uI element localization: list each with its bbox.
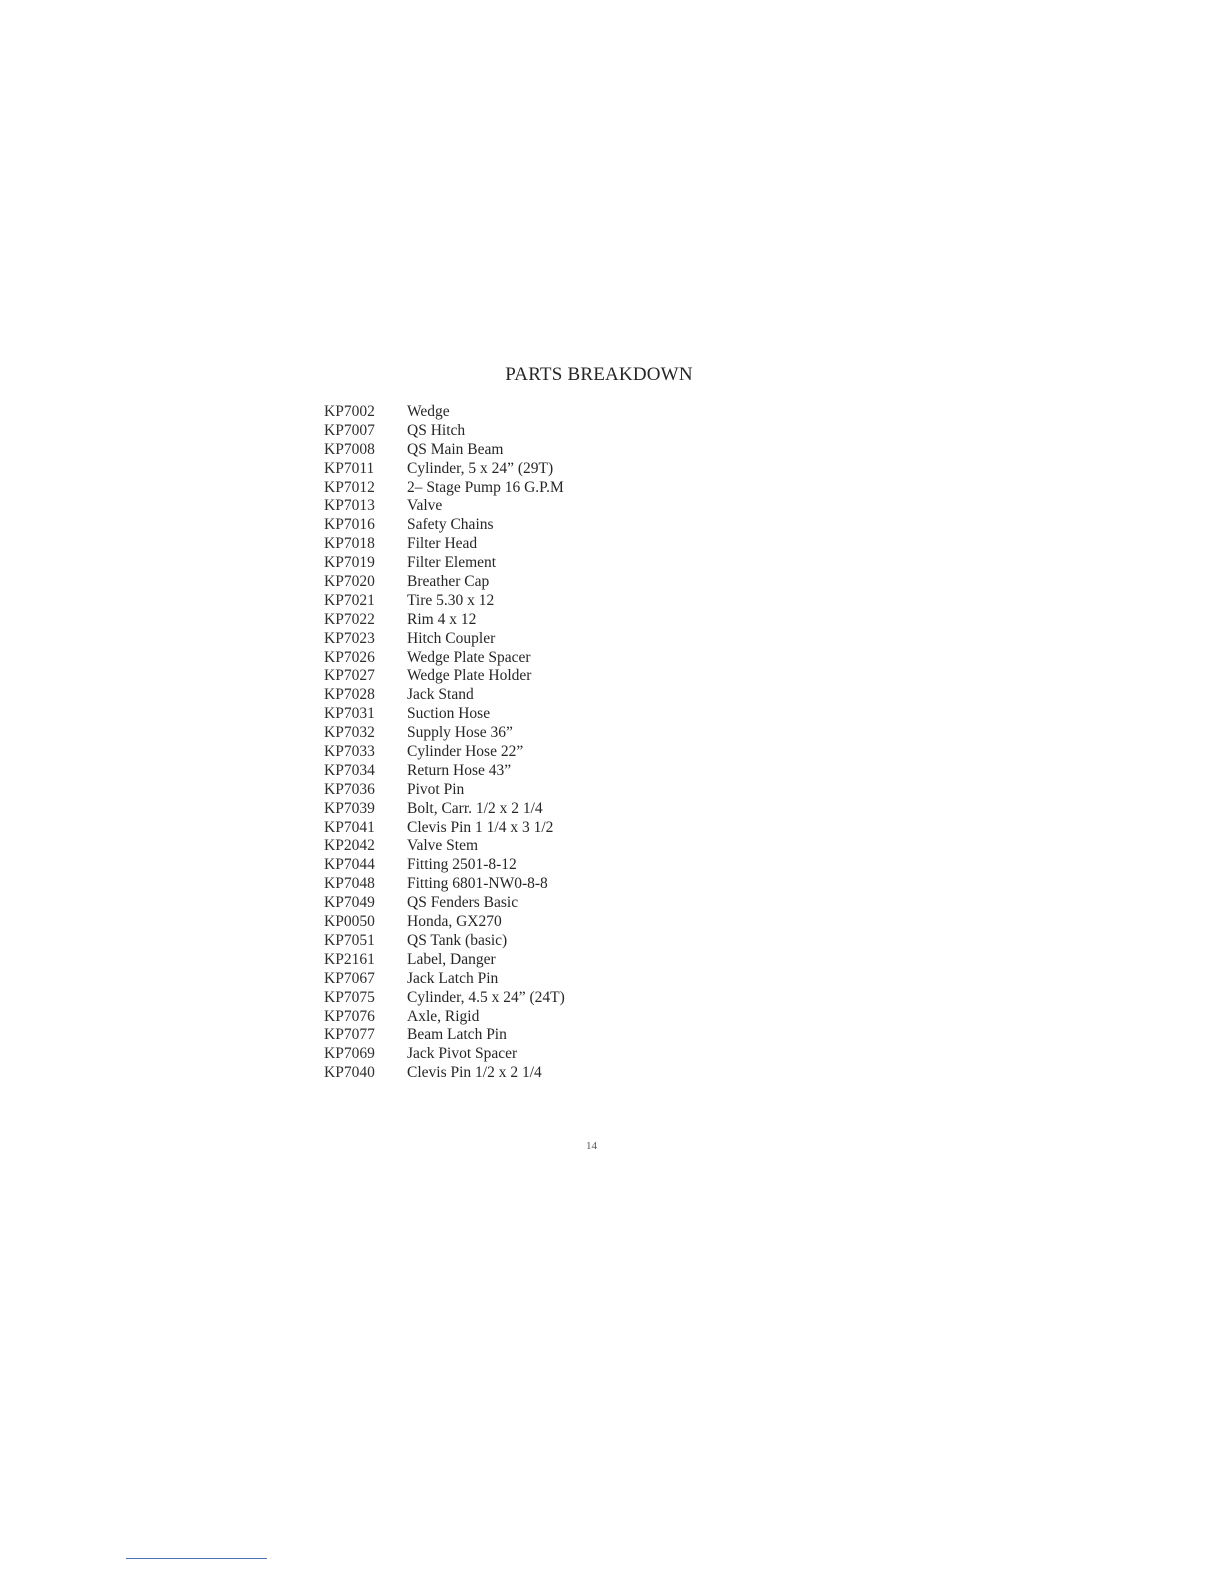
part-number: KP7026: [324, 648, 375, 666]
part-number: KP2042: [324, 837, 375, 855]
part-row: [324, 970, 565, 989]
part-description: Safety Chains: [407, 516, 494, 534]
part-description: Valve Stem: [407, 837, 479, 855]
part-row: [324, 1026, 565, 1045]
part-description: QS Hitch: [407, 421, 466, 439]
part-row: [324, 837, 565, 856]
part-number: KP7023: [324, 629, 375, 647]
part-row: [324, 819, 565, 838]
part-row: [324, 989, 565, 1008]
part-row: [324, 573, 565, 592]
part-number: KP7013: [324, 497, 375, 515]
part-number: KP7040: [324, 1064, 375, 1082]
part-row: [324, 1008, 565, 1027]
part-description: Rim 4 x 12: [407, 610, 477, 628]
part-description: Axle, Rigid: [407, 1007, 480, 1025]
part-number: KP2161: [324, 950, 375, 968]
part-row: [324, 1045, 565, 1064]
part-description: 2– Stage Pump 16 G.P.M: [407, 478, 564, 496]
part-number: KP0050: [324, 913, 375, 931]
part-number: KP7012: [324, 478, 375, 496]
part-description: Clevis Pin 1/2 x 2 1/4: [407, 1064, 542, 1082]
part-description: Clevis Pin 1 1/4 x 3 1/2: [407, 818, 554, 836]
part-number: KP7020: [324, 573, 375, 591]
part-number: KP7027: [324, 667, 375, 685]
part-number: KP7019: [324, 554, 375, 572]
part-number: KP7049: [324, 894, 375, 912]
part-description: Breather Cap: [407, 573, 490, 591]
part-number: KP7076: [324, 1007, 375, 1025]
part-number: KP7028: [324, 686, 375, 704]
part-number: KP7033: [324, 743, 375, 761]
part-row: [324, 516, 565, 535]
part-description: Honda, GX270: [407, 913, 502, 931]
part-number: KP7051: [324, 931, 375, 949]
part-description: Tire 5.30 x 12: [407, 591, 495, 609]
part-description: Suction Hose: [407, 705, 491, 723]
part-number: KP7077: [324, 1026, 375, 1044]
part-row: [324, 724, 565, 743]
part-number: KP7031: [324, 705, 375, 723]
part-description: Cylinder, 5 x 24” (29T): [407, 459, 554, 477]
part-row: [324, 630, 565, 649]
parts-list: [324, 403, 565, 1083]
part-number: KP7022: [324, 610, 375, 628]
part-description: Wedge Plate Holder: [407, 667, 532, 685]
part-number: KP7011: [324, 459, 375, 477]
part-number: KP7021: [324, 591, 375, 609]
part-row: [324, 1064, 565, 1083]
part-row: [324, 422, 565, 441]
part-description: Filter Element: [407, 554, 497, 572]
part-description: Hitch Coupler: [407, 629, 496, 647]
part-description: Cylinder, 4.5 x 24” (24T): [407, 988, 565, 1006]
part-description: Bolt, Carr. 1/2 x 2 1/4: [407, 799, 543, 817]
part-number: KP7032: [324, 724, 375, 742]
part-description: QS Fenders Basic: [407, 894, 519, 912]
part-row: [324, 856, 565, 875]
part-row: [324, 781, 565, 800]
part-row: [324, 800, 565, 819]
part-number: KP7034: [324, 761, 375, 779]
part-number: KP7069: [324, 1045, 375, 1063]
part-row: [324, 460, 565, 479]
part-description: Beam Latch Pin: [407, 1026, 507, 1044]
part-description: Filter Head: [407, 535, 478, 553]
part-row: [324, 743, 565, 762]
part-row: [324, 649, 565, 668]
part-number: KP7067: [324, 969, 375, 987]
part-description: Label, Danger: [407, 950, 496, 968]
page-title: PARTS BREAKDOWN: [505, 364, 693, 385]
page-number: 14: [586, 1140, 597, 1152]
footnote-rule: [126, 1558, 267, 1559]
part-description: Wedge: [407, 403, 450, 420]
part-row: [324, 667, 565, 686]
part-description: Supply Hose 36”: [407, 724, 513, 742]
part-description: Cylinder Hose 22”: [407, 743, 524, 761]
part-number: KP7018: [324, 535, 375, 553]
part-description: Return Hose 43”: [407, 761, 512, 779]
part-description: Jack Latch Pin: [407, 969, 499, 987]
part-row: [324, 913, 565, 932]
part-description: Fitting 2501-8-12: [407, 856, 517, 874]
part-description: Valve: [407, 497, 443, 515]
part-row: [324, 441, 565, 460]
part-description: Jack Stand: [407, 686, 474, 704]
part-description: Pivot Pin: [407, 780, 465, 798]
part-number: KP7007: [324, 421, 375, 439]
part-number: KP7036: [324, 780, 375, 798]
part-row: [324, 932, 565, 951]
part-row: [324, 875, 565, 894]
part-number: KP7075: [324, 988, 375, 1006]
part-row: [324, 686, 565, 705]
part-row: [324, 479, 565, 498]
part-row: [324, 497, 565, 516]
part-description: Wedge Plate Spacer: [407, 648, 531, 666]
part-number: KP7039: [324, 799, 375, 817]
part-description: QS Tank (basic): [407, 931, 508, 949]
part-description: Jack Pivot Spacer: [407, 1045, 518, 1063]
part-row: [324, 554, 565, 573]
part-row: [324, 951, 565, 970]
part-row: [324, 535, 565, 554]
part-row: [324, 611, 565, 630]
part-row: [324, 592, 565, 611]
part-description: QS Main Beam: [407, 440, 504, 458]
part-row: [324, 705, 565, 724]
part-row: [324, 894, 565, 913]
part-row: [324, 762, 565, 781]
part-number: KP7041: [324, 818, 375, 836]
part-number: KP7008: [324, 440, 375, 458]
part-description: Fitting 6801-NW0-8-8: [407, 875, 548, 893]
part-number: KP7048: [324, 875, 375, 893]
part-number: KP7016: [324, 516, 375, 534]
part-number: KP7044: [324, 856, 375, 874]
part-number: KP7002: [324, 403, 375, 420]
part-row: [324, 403, 565, 422]
